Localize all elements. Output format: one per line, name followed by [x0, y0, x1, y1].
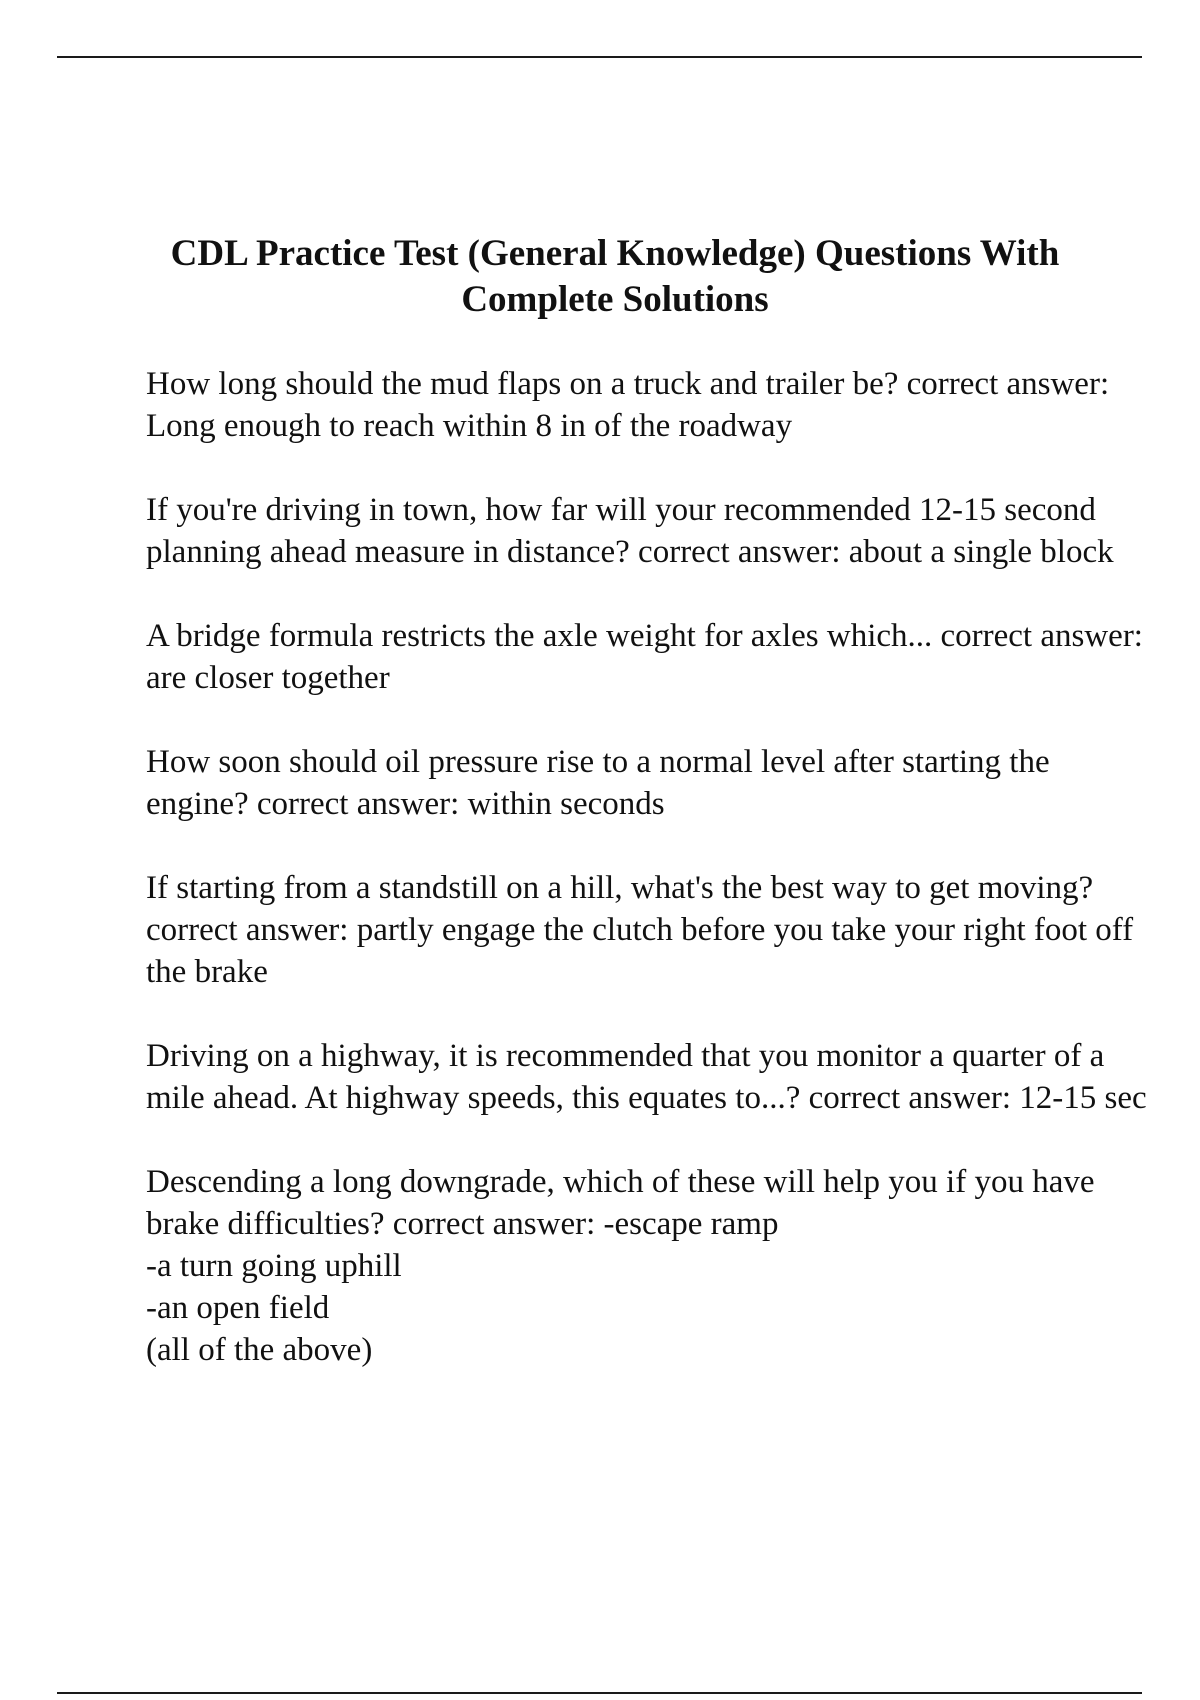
question-answer-item: Driving on a highway, it is recommended that you monitor a quarter of a mile ahead. At highway speeds, this equates to...? correct answer: 12-15 sec	[146, 1038, 1147, 1116]
bottom-divider	[57, 1692, 1142, 1694]
question-answer-item: A bridge formula restricts the axle weight for axles which... correct answer: are closer together	[146, 618, 1143, 696]
question-answer-item: Descending a long downgrade, which of these will help you if you have brake difficulties? correct answer: -escape ramp -a turn going uphill -an open field (all of the above)	[146, 1164, 1095, 1368]
top-divider	[57, 56, 1142, 58]
question-answer-item: If starting from a standstill on a hill, what's the best way to get moving? correct answer: partly engage the clutch before you take your right foot off the brake	[146, 870, 1134, 990]
question-answer-item: If you're driving in town, how far will your recommended 12-15 second planning ahead measure in distance? correct answer: about a single block	[146, 492, 1114, 570]
question-answer-item: How long should the mud flaps on a truck and trailer be? correct answer: Long enough to reach within 8 in of the roadway	[146, 366, 1110, 444]
document-title: CDL Practice Test (General Knowledge) Questions With Complete Solutions	[170, 233, 1060, 320]
question-list	[146, 363, 1156, 1413]
question-answer-item: How soon should oil pressure rise to a normal level after starting the engine? correct answer: within seconds	[146, 744, 1050, 822]
